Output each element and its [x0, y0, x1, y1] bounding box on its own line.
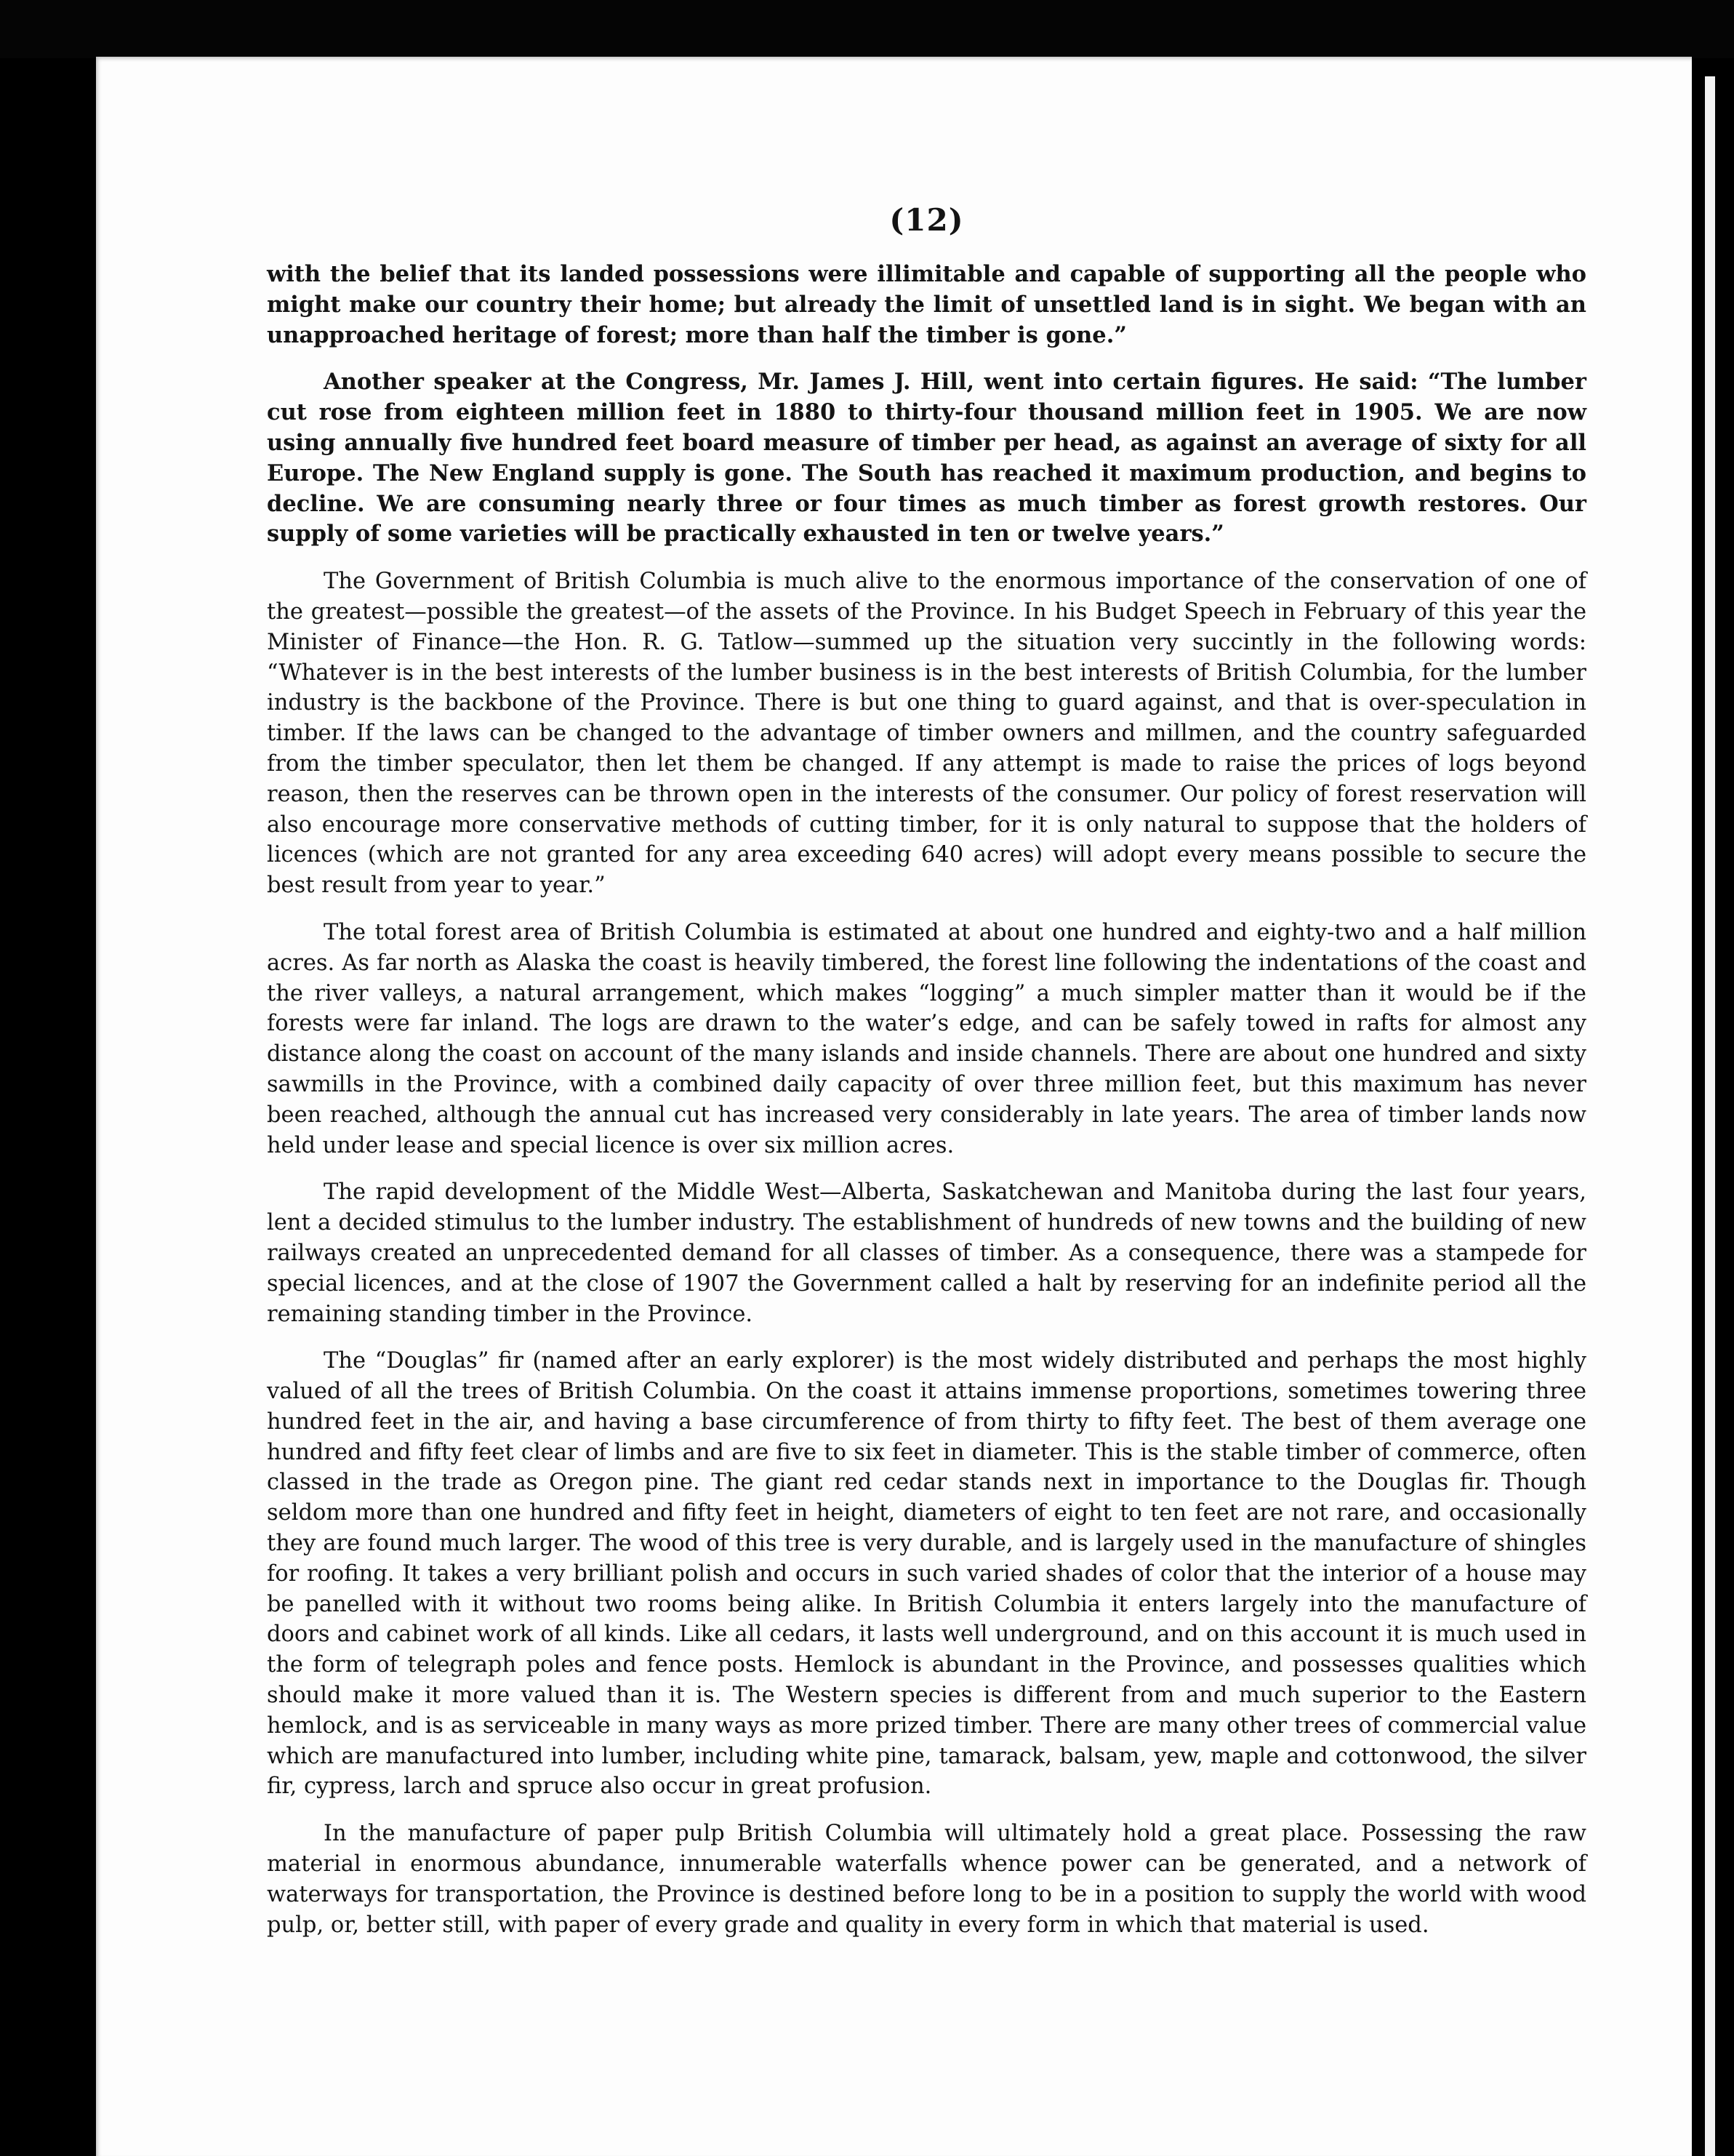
adjacent-page-edge [1705, 76, 1715, 2156]
document-page [96, 57, 1692, 2156]
scan-border-top [0, 0, 1734, 58]
paragraph-paper-pulp: In the manufacture of paper pulp British Columbia will ultimately hold a great place. Possessing the raw material in enormous abundance, innumerable waterfalls whence power can be generated, and a network of waterways for transportation, the Province is destined before long to be in a position to supply the world with wood pulp, or, better still, with paper of every grade and quality in every form in which that material is used. [267, 1821, 1586, 1938]
paragraph-continuation: with the belief that its landed possessions were illimitable and capable of supporting all the people who might make our country their home; but already the limit of unsettled land is in sight. We began with an unapproached heritage of forest; more than half the timber is gone.” [267, 261, 1586, 348]
page-content [267, 199, 1586, 1957]
paragraph-forest-area: The total forest area of British Columbia is estimated at about one hundred and eighty-two and a half million acres. As far north as Alaska the coast is heavily timbered, the forest line following the indentations of the coast and the river valleys, a natural arrangement, which makes “logging” a much simpler matter than it would be if the forests were far inland. The logs are drawn to the water’s edge, and can be safely towed in rafts for almost any distance along the coast on account of the many islands and inside channels. There are about one hundred and sixty sawmills in the Province, with a combined daily capacity of over three million feet, but this maximum has never been reached, although the annual cut has increased very considerably in late years. The area of timber lands now held under lease and special licence is over six million acres. [267, 919, 1586, 1158]
paragraph-government-conservation: The Government of British Columbia is much alive to the enormous importance of the conservation of one of the greatest—possible the greatest—of the assets of the Province. In his Budget Speech in February of this year the Minister of Finance—the Hon. R. G. Tatlow—summed up the situation very succintly in the following words: “Whatever is in the best interests of the lumber business is in the best interests of British Columbia, for the lumber industry is the backbone of the Province. There is but one thing to guard against, and that is over-speculation in timber. If the laws can be changed to the advantage of timber owners and millmen, and the country safeguarded from the timber speculator, then let them be changed. If any attempt is made to raise the prices of logs beyond reason, then the reserves can be thrown open in the interests of the consumer. Our policy of forest reservation will also encourage more conservative methods of cutting timber, for it is only natural to suppose that the holders of licences (which are not granted for any area exceeding 640 acres) will adopt every means possible to secure the best result from year to year.” [267, 569, 1586, 899]
paragraph-middle-west: The rapid development of the Middle West—Alberta, Saskatchewan and Manitoba during the last four years, lent a decided stimulus to the lumber industry. The establishment of hundreds of new towns and the building of new railways created an unprecedented demand for all classes of timber. As a consequence, there was a stampede for special licences, and at the close of 1907 the Government called a halt by reserving for an indefinite period all the remaining standing timber in the Province. [267, 1179, 1586, 1327]
paragraph-hill-quote: Another speaker at the Congress, Mr. James J. Hill, went into certain figures. He said: “The lumber cut rose from eighteen million feet in 1880 to thirty-four thousand million feet in 1905. We are now using annually five hundred feet board measure of timber per head, as against an average of sixty for all Europe. The New England supply is gone. The South has reached it maximum production, and begins to decline. We are consuming nearly three or four times as much timber as forest growth restores. Our supply of some varieties will be practically exhausted in ten or twelve years.” [267, 369, 1586, 548]
paragraph-douglas-fir: The “Douglas” fir (named after an early explorer) is the most widely distributed and perhaps the most highly valued of all the trees of British Columbia. On the coast it attains immense proportions, sometimes towering three hundred feet in the air, and having a base circumference of from thirty to fifty feet. The best of them average one hundred and fifty feet clear of limbs and are five to six feet in diameter. This is the stable timber of commerce, often classed in the trade as Oregon pine. The giant red cedar stands next in importance to the Douglas fir. Though seldom more than one hundred and fifty feet in height, diameters of eight to ten feet are not rare, and occasionally they are found much larger. The wood of this tree is very durable, and is largely used in the manufacture of shingles for roofing. It takes a very brilliant polish and occurs in such varied shades of color that the interior of a house may be panelled with it without two rooms being alike. In British Columbia it enters largely into the manufacture of doors and cabinet work of all kinds. Like all cedars, it lasts well underground, and on this account it is much used in the form of telegraph poles and fence posts. Hemlock is abundant in the Province, and possesses qualities which should make it more valued than it is. The Western species is different from and much superior to the Eastern hemlock, and is as serviceable in many ways as more prized timber. There are many other trees of commercial value which are manufactured into lumber, including white pine, tamarack, balsam, yew, maple and cottonwood, the silver fir, cypress, larch and spruce also occur in great profusion. [267, 1348, 1586, 1800]
page-number: (12) [889, 202, 964, 238]
